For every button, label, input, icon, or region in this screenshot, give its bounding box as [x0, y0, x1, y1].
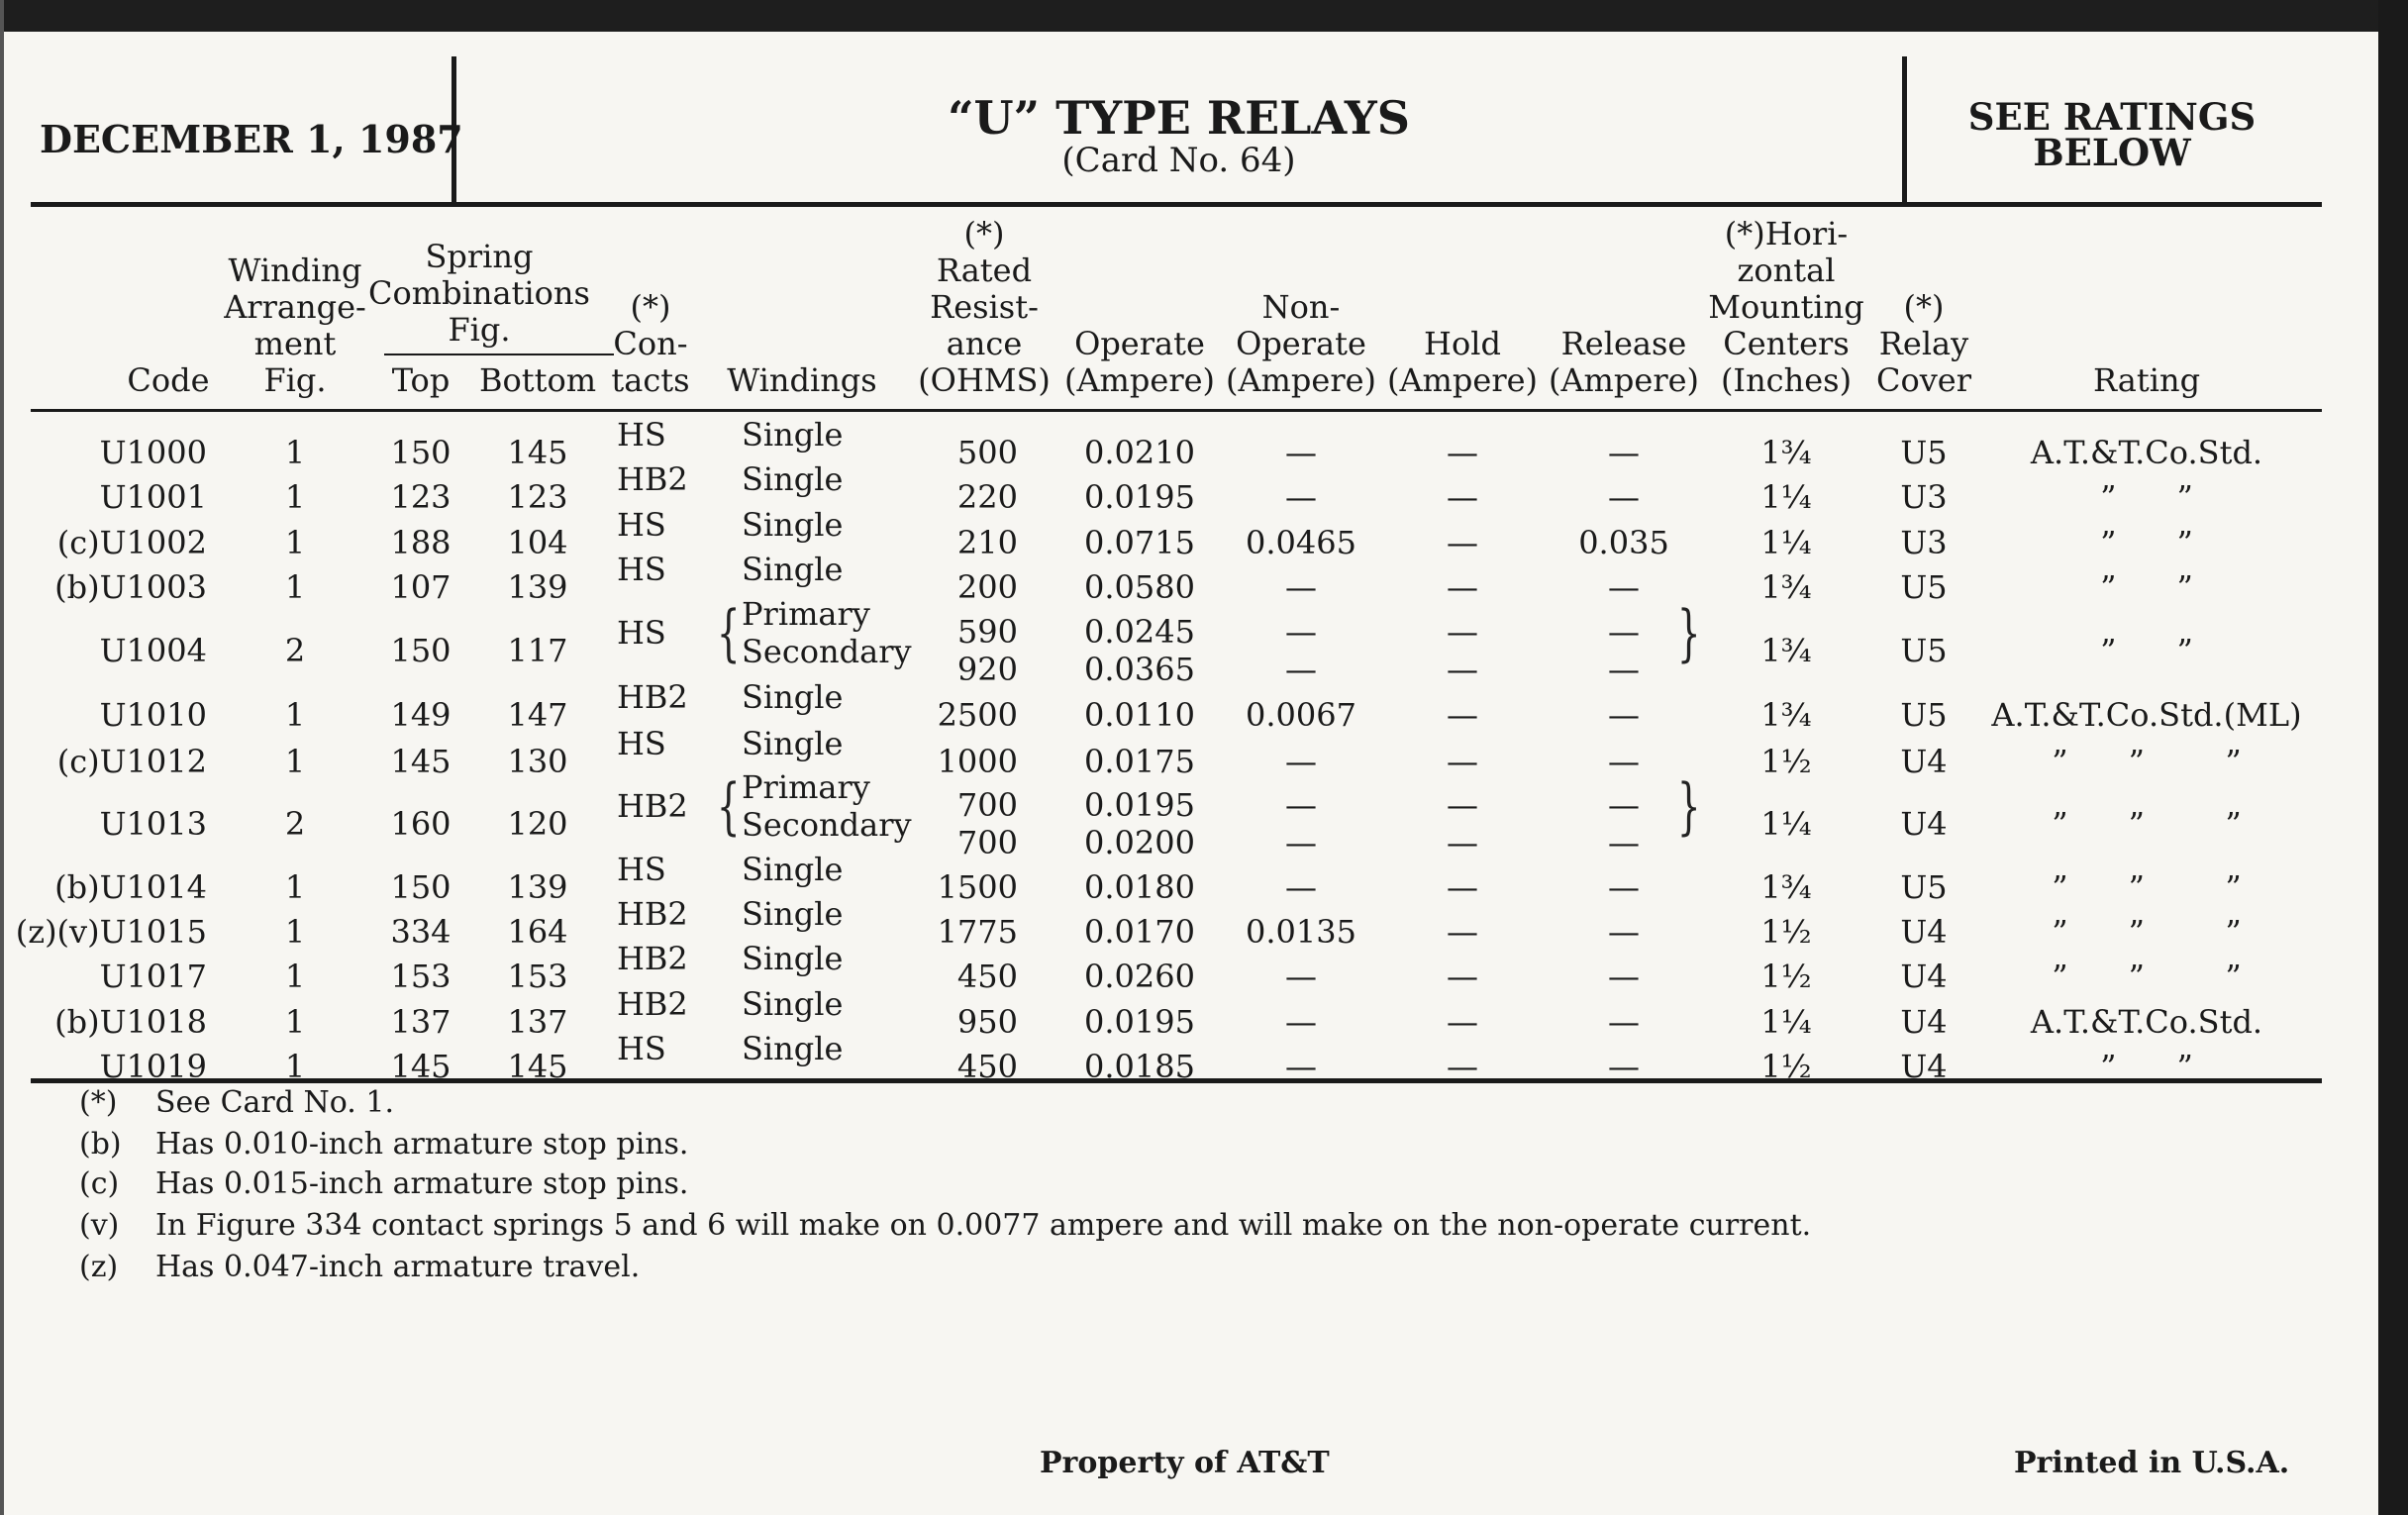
cell-code: U1013 — [99, 805, 207, 843]
cell-rating: ” ” — [2100, 632, 2193, 669]
cell-non-operate: 0.0135 — [1246, 913, 1356, 951]
cell-rating: ” ” — [2100, 1048, 2193, 1085]
cell-contacts: HS — [617, 551, 666, 588]
cell-windings: Secondary — [742, 633, 912, 670]
cell-bottom: 137 — [507, 1003, 568, 1041]
column-header-line: Spring — [425, 238, 534, 275]
column-header-line: Release — [1560, 325, 1687, 362]
column-header-rule — [31, 409, 2322, 412]
cell-bottom: 104 — [507, 524, 568, 561]
cell-non-operate: — — [1285, 786, 1317, 824]
cell-bottom: 147 — [507, 696, 568, 734]
cell-bottom: 164 — [507, 913, 568, 951]
footer-printed: Printed in U.S.A. — [2014, 1446, 2290, 1480]
cell-winding-fig: 1 — [284, 696, 306, 734]
cell-contacts: HS — [617, 614, 666, 652]
column-header-non-operate — [1226, 289, 1376, 399]
cell-resistance: 450 — [956, 1048, 1018, 1085]
cell-resistance: 590 — [956, 613, 1018, 651]
column-header-line: (Ampere) — [1548, 361, 1700, 399]
cell-non-operate: 0.0465 — [1246, 524, 1356, 561]
cell-hold: — — [1447, 743, 1478, 780]
cell-code: U1000 — [99, 434, 207, 471]
column-header-hold — [1387, 326, 1538, 399]
column-header-line: Non- — [1261, 288, 1341, 326]
cell-operate: 0.0180 — [1084, 868, 1195, 906]
cell-resistance: 700 — [956, 786, 1018, 824]
cell-rating: A.T.&T.Co.Std. — [2030, 1003, 2263, 1041]
cell-bottom: 145 — [507, 1048, 568, 1085]
cell-release: — — [1608, 786, 1640, 824]
column-header-contacts — [611, 289, 689, 399]
cell-hold: — — [1447, 651, 1478, 688]
cell-cover: U4 — [1900, 913, 1948, 951]
cell-cover: U4 — [1900, 1048, 1948, 1085]
cell-contacts: HB2 — [617, 678, 688, 716]
column-header-line: Hold — [1424, 325, 1501, 362]
column-header-line: (Ampere) — [1386, 361, 1539, 399]
cell-mounting: 1¼ — [1760, 478, 1812, 516]
cell-winding-fig: 2 — [284, 805, 306, 843]
cell-non-operate: — — [1285, 958, 1317, 995]
cell-mounting: 1¾ — [1760, 434, 1812, 471]
cell-operate: 0.0715 — [1084, 524, 1195, 561]
cell-bottom: 120 — [507, 805, 568, 843]
column-header-rating — [2093, 362, 2200, 399]
column-header-mounting — [1708, 216, 1863, 399]
column-header-line: (*) — [963, 215, 1005, 252]
cell-release: — — [1608, 568, 1640, 606]
cell-cover: U5 — [1900, 696, 1948, 734]
cell-winding-fig: 1 — [284, 524, 306, 561]
cell-contacts: HB2 — [617, 895, 688, 933]
cell-windings: Single — [742, 985, 844, 1023]
cell-bottom: 145 — [507, 434, 568, 471]
footer-property: Property of AT&T — [1040, 1446, 1330, 1480]
column-header-line: Resist- — [930, 288, 1039, 326]
cell-non-operate: — — [1285, 868, 1317, 906]
brace-left-icon — [717, 770, 741, 843]
cell-code: U1019 — [99, 1048, 207, 1085]
brace-right-icon — [1677, 770, 1701, 843]
cell-winding-fig: 1 — [284, 1003, 306, 1041]
column-header-line: Top — [391, 361, 451, 399]
cell-non-operate: — — [1285, 824, 1317, 861]
cell-resistance: 700 — [956, 824, 1018, 861]
cell-release: — — [1608, 958, 1640, 995]
cell-code: (c)U1002 — [56, 524, 207, 561]
cell-code: U1004 — [99, 632, 207, 669]
footnote-text: See Card No. 1. — [155, 1085, 394, 1120]
cell-contacts: HS — [617, 851, 666, 888]
cell-top: 107 — [390, 568, 452, 606]
column-header-line: Fig. — [263, 361, 327, 399]
cell-code: U1017 — [99, 958, 207, 995]
cell-winding-fig: 1 — [284, 958, 306, 995]
cell-windings: Single — [742, 416, 844, 454]
cell-release: — — [1608, 1048, 1640, 1085]
cell-rating: ” ” ” — [2052, 805, 2242, 843]
cell-code: (b)U1014 — [54, 868, 207, 906]
cell-contacts: HS — [617, 416, 666, 454]
footnote-text: Has 0.010-inch armature stop pins. — [155, 1127, 689, 1162]
column-header-line: Cover — [1875, 361, 1972, 399]
column-header-line: Relay — [1878, 325, 1969, 362]
cell-contacts: HS — [617, 506, 666, 544]
cell-resistance: 950 — [956, 1003, 1018, 1041]
cell-release: — — [1608, 651, 1640, 688]
column-header-cover — [1876, 289, 1971, 399]
cell-top: 188 — [390, 524, 452, 561]
cell-top: 145 — [390, 1048, 452, 1085]
column-header-line: Bottom — [478, 361, 597, 399]
cell-cover: U5 — [1900, 568, 1948, 606]
cell-bottom: 139 — [507, 868, 568, 906]
cell-code: U1010 — [99, 696, 207, 734]
cell-operate: 0.0195 — [1084, 1003, 1195, 1041]
column-header-line: Mounting — [1708, 288, 1864, 326]
cell-windings: Single — [742, 725, 844, 762]
cell-code: (b)U1003 — [54, 568, 207, 606]
column-header-line: ment — [253, 325, 337, 362]
cell-operate: 0.0170 — [1084, 913, 1195, 951]
cell-release: — — [1608, 868, 1640, 906]
cell-winding-fig: 1 — [284, 868, 306, 906]
cell-top: 160 — [390, 805, 452, 843]
column-header-line: Code — [127, 361, 210, 399]
cell-cover: U3 — [1900, 524, 1948, 561]
cell-hold: — — [1447, 434, 1478, 471]
cell-hold: — — [1447, 824, 1478, 861]
cell-resistance: 450 — [956, 958, 1018, 995]
cell-contacts: HS — [617, 725, 666, 762]
column-header-release — [1549, 326, 1699, 399]
header-rule — [31, 202, 2322, 207]
cell-hold: — — [1447, 1003, 1478, 1041]
card-title: “U” TYPE RELAYS — [948, 91, 1410, 145]
column-header-line: Fig. — [448, 311, 511, 349]
cell-windings: Single — [742, 1030, 844, 1067]
cell-mounting: 1¾ — [1760, 868, 1812, 906]
cell-windings: Single — [742, 506, 844, 544]
cell-top: 137 — [390, 1003, 452, 1041]
cell-operate: 0.0245 — [1084, 613, 1195, 651]
column-header-line: (OHMS) — [918, 361, 1051, 399]
cell-resistance: 920 — [956, 651, 1018, 688]
cell-mounting: 1¼ — [1760, 805, 1812, 843]
cell-rating: ” ” ” — [2052, 743, 2242, 780]
column-header-line: Windings — [727, 361, 877, 399]
cell-release: — — [1608, 913, 1640, 951]
column-header-line: (*)Hori- — [1724, 215, 1849, 252]
cell-windings: Single — [742, 551, 844, 588]
cell-windings: Primary — [742, 595, 870, 633]
cell-windings: Secondary — [742, 806, 912, 844]
cell-cover: U3 — [1900, 478, 1948, 516]
cell-mounting: 1¾ — [1760, 696, 1812, 734]
column-header-spring-group — [368, 239, 590, 349]
cell-hold: — — [1447, 696, 1478, 734]
cell-hold: — — [1447, 524, 1478, 561]
footnote-mark: (c) — [79, 1166, 120, 1201]
ratings-note-line: BELOW — [2033, 131, 2191, 174]
cell-bottom: 139 — [507, 568, 568, 606]
cell-operate: 0.0260 — [1084, 958, 1195, 995]
cell-winding-fig: 1 — [284, 913, 306, 951]
cell-mounting: 1¾ — [1760, 568, 1812, 606]
scan-border-right — [2378, 0, 2408, 1515]
column-header-line: (*) — [1903, 288, 1945, 326]
column-header-line: Operate — [1236, 325, 1366, 362]
cell-cover: U4 — [1900, 1003, 1948, 1041]
cell-mounting: 1½ — [1760, 958, 1812, 995]
footnote-text: Has 0.015-inch armature stop pins. — [155, 1166, 689, 1201]
cell-operate: 0.0580 — [1084, 568, 1195, 606]
scan-border-left — [0, 0, 4, 1515]
footnote-mark: (v) — [79, 1208, 120, 1243]
column-header-bottom — [479, 362, 596, 399]
cell-rating: ” ” ” — [2052, 958, 2242, 995]
cell-release: — — [1608, 434, 1640, 471]
ratings-note-line: SEE RATINGS — [1967, 95, 2257, 139]
cell-bottom: 130 — [507, 743, 568, 780]
cell-winding-fig: 1 — [284, 478, 306, 516]
cell-windings: Single — [742, 895, 844, 933]
column-header-line: (*) — [630, 288, 671, 326]
cell-contacts: HS — [617, 1030, 666, 1067]
cell-hold: — — [1447, 1048, 1478, 1085]
cell-resistance: 1775 — [937, 913, 1018, 951]
column-header-line: (Ampere) — [1063, 361, 1216, 399]
cell-non-operate: — — [1285, 651, 1317, 688]
cell-hold: — — [1447, 478, 1478, 516]
cell-code: (b)U1018 — [54, 1003, 207, 1041]
cell-top: 153 — [390, 958, 452, 995]
cell-windings: Single — [742, 851, 844, 888]
cell-top: 145 — [390, 743, 452, 780]
footnote-text: Has 0.047-inch armature travel. — [155, 1250, 641, 1284]
column-header-line: tacts — [611, 361, 690, 399]
cell-cover: U5 — [1900, 434, 1948, 471]
cell-non-operate: — — [1285, 1003, 1317, 1041]
cell-non-operate: — — [1285, 1048, 1317, 1085]
cell-rating: ” ” — [2100, 568, 2193, 606]
cell-operate: 0.0110 — [1084, 696, 1195, 734]
spring-group-rule — [384, 354, 614, 355]
cell-rating: ” ” ” — [2052, 913, 2242, 951]
footnote-mark: (*) — [79, 1085, 118, 1120]
cell-hold: — — [1447, 568, 1478, 606]
cell-rating: ” ” ” — [2052, 868, 2242, 906]
cell-operate: 0.0200 — [1084, 824, 1195, 861]
cell-winding-fig: 1 — [284, 568, 306, 606]
column-header-line: ance — [946, 325, 1023, 362]
cell-release: — — [1608, 478, 1640, 516]
column-header-line: zontal — [1737, 252, 1836, 289]
cell-operate: 0.0175 — [1084, 743, 1195, 780]
cell-top: 123 — [390, 478, 452, 516]
column-header-top — [392, 362, 451, 399]
column-header-line: Winding — [228, 252, 362, 289]
cell-winding-fig: 2 — [284, 632, 306, 669]
cell-top: 150 — [390, 868, 452, 906]
cell-cover: U4 — [1900, 958, 1948, 995]
column-header-line: Con- — [613, 325, 688, 362]
column-header-resistance — [918, 216, 1051, 399]
column-header-line: Rated — [936, 252, 1033, 289]
cell-rating: A.T.&T.Co.Std.(ML) — [1991, 696, 2302, 734]
column-header-winding-fig — [224, 252, 366, 399]
cell-contacts: HB2 — [617, 985, 688, 1023]
cell-release: — — [1608, 743, 1640, 780]
cell-code: U1001 — [99, 478, 207, 516]
cell-cover: U5 — [1900, 868, 1948, 906]
column-header-line: Centers — [1723, 325, 1850, 362]
cell-resistance: 200 — [956, 568, 1018, 606]
cell-resistance: 1500 — [937, 868, 1018, 906]
footnote-mark: (z) — [79, 1250, 119, 1284]
cell-resistance: 210 — [956, 524, 1018, 561]
cell-operate: 0.0365 — [1084, 651, 1195, 688]
cell-hold: — — [1447, 868, 1478, 906]
cell-contacts: HB2 — [617, 787, 688, 825]
ratings-note — [1904, 95, 2320, 174]
cell-operate: 0.0185 — [1084, 1048, 1195, 1085]
cell-bottom: 117 — [507, 632, 568, 669]
cell-hold: — — [1447, 613, 1478, 651]
cell-cover: U4 — [1900, 743, 1948, 780]
cell-winding-fig: 1 — [284, 434, 306, 471]
cell-rating: ” ” — [2100, 478, 2193, 516]
cell-release: — — [1608, 824, 1640, 861]
column-header-line: Rating — [2092, 361, 2201, 399]
cell-mounting: 1½ — [1760, 743, 1812, 780]
cell-bottom: 123 — [507, 478, 568, 516]
cell-winding-fig: 1 — [284, 743, 306, 780]
cell-hold: — — [1447, 913, 1478, 951]
cell-winding-fig: 1 — [284, 1048, 306, 1085]
card-date: DECEMBER 1, 1987 — [40, 117, 463, 161]
cell-non-operate: — — [1285, 743, 1317, 780]
cell-windings: Single — [742, 940, 844, 977]
cell-resistance: 500 — [956, 434, 1018, 471]
card-subtitle: (Card No. 64) — [1061, 141, 1296, 180]
cell-hold: — — [1447, 786, 1478, 824]
column-header-code — [127, 362, 209, 399]
brace-right-icon — [1677, 597, 1701, 669]
cell-top: 334 — [390, 913, 452, 951]
cell-mounting: 1½ — [1760, 913, 1812, 951]
cell-windings: Single — [742, 460, 844, 498]
cell-release: — — [1608, 696, 1640, 734]
column-header-line: (Ampere) — [1225, 361, 1377, 399]
cell-top: 150 — [390, 434, 452, 471]
cell-contacts: HB2 — [617, 940, 688, 977]
brace-left-icon — [717, 597, 741, 669]
cell-resistance: 220 — [956, 478, 1018, 516]
column-header-line: (Inches) — [1720, 361, 1853, 399]
cell-mounting: 1¾ — [1760, 632, 1812, 669]
cell-cover: U4 — [1900, 805, 1948, 843]
cell-bottom: 153 — [507, 958, 568, 995]
cell-operate: 0.0210 — [1084, 434, 1195, 471]
column-header-line: Arrange- — [224, 288, 366, 326]
cell-mounting: 1½ — [1760, 1048, 1812, 1085]
column-header-windings — [727, 362, 876, 399]
column-header-line: Combinations — [368, 274, 590, 312]
cell-operate: 0.0195 — [1084, 786, 1195, 824]
cell-windings: Primary — [742, 768, 870, 806]
cell-rating: ” ” — [2100, 524, 2193, 561]
cell-non-operate: — — [1285, 478, 1317, 516]
cell-release: 0.035 — [1578, 524, 1669, 561]
cell-code: (z)(v)U1015 — [15, 913, 207, 951]
cell-top: 150 — [390, 632, 452, 669]
cell-resistance: 2500 — [937, 696, 1018, 734]
cell-operate: 0.0195 — [1084, 478, 1195, 516]
column-header-line: Operate — [1074, 325, 1205, 362]
footnote-text: In Figure 334 contact springs 5 and 6 will make on 0.0077 ampere and will make on the non-operate current. — [155, 1208, 1812, 1243]
cell-resistance: 1000 — [937, 743, 1018, 780]
cell-hold: — — [1447, 958, 1478, 995]
cell-rating: A.T.&T.Co.Std. — [2030, 434, 2263, 471]
cell-windings: Single — [742, 678, 844, 716]
cell-mounting: 1¼ — [1760, 524, 1812, 561]
cell-cover: U5 — [1900, 632, 1948, 669]
cell-code: (c)U1012 — [56, 743, 207, 780]
cell-non-operate: 0.0067 — [1246, 696, 1356, 734]
cell-non-operate: — — [1285, 434, 1317, 471]
cell-non-operate: — — [1285, 568, 1317, 606]
cell-release: — — [1608, 1003, 1640, 1041]
scan-border-top — [0, 0, 2408, 32]
cell-mounting: 1¼ — [1760, 1003, 1812, 1041]
footnote-mark: (b) — [79, 1127, 122, 1162]
cell-contacts: HB2 — [617, 460, 688, 498]
column-header-operate — [1064, 326, 1215, 399]
cell-release: — — [1608, 613, 1640, 651]
cell-top: 149 — [390, 696, 452, 734]
cell-non-operate: — — [1285, 613, 1317, 651]
